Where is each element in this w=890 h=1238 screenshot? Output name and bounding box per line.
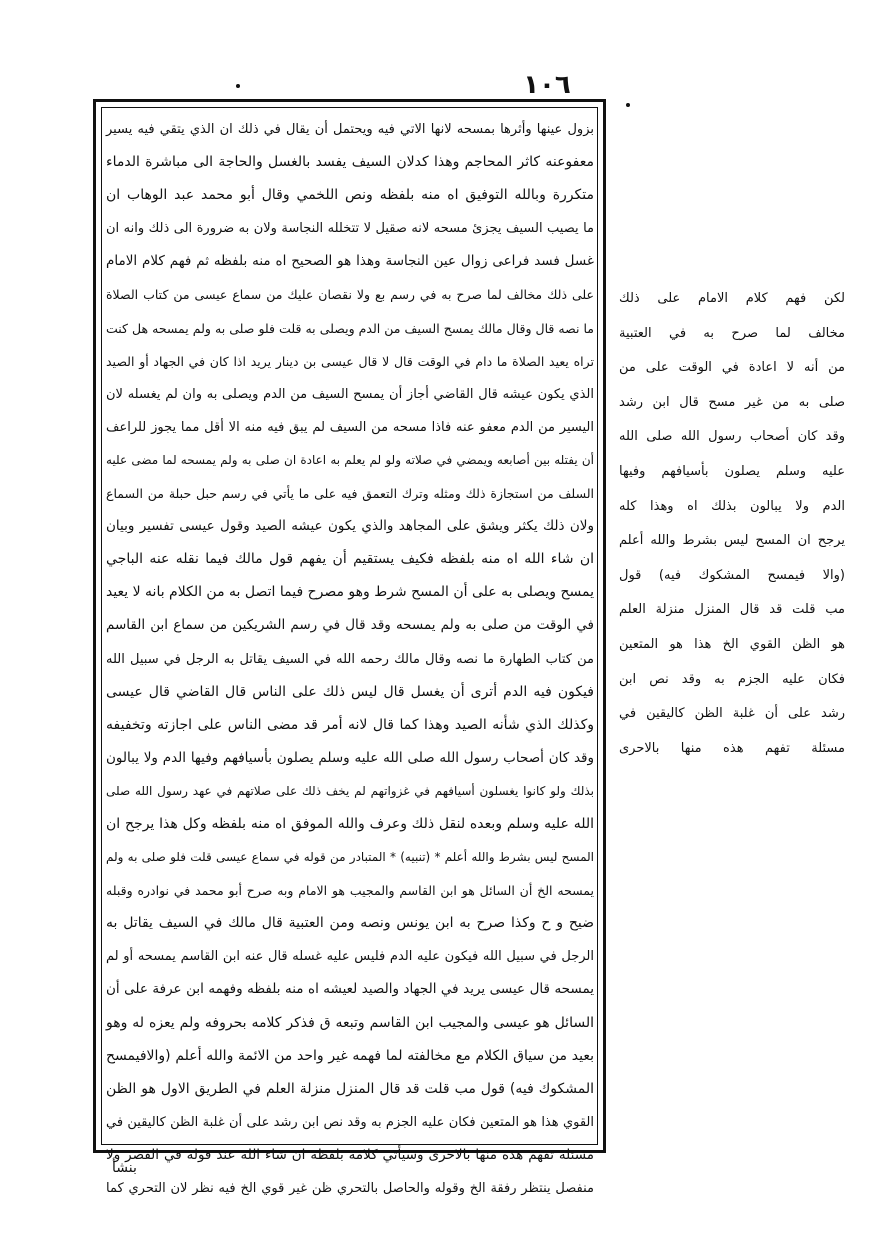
main-text-line: اليسير من الدم معفو عنه فاذا مسحه من السيف لم يبق فيه منه الا أقل مما يجوز للراعف [106,419,594,435]
main-text-line: فيكون فيه الدم أترى أن يغسل قال ليس ذلك على الناس قال القاضي قال عيسى [106,683,594,700]
main-text-line: مسئلة تفهم هذه منها بالاحرى وسيأتي كلامه بلفظه ان شاء الله عند قوله في القصر ولا [106,1146,594,1163]
margin-note-line: (والا فيمسح المشكوك فيه) قول [619,567,845,583]
main-text-line: المشكوك فيه) قول مب قلت قد قال المنزل منزلة العلم في الطريق الاول هو الظن [106,1080,594,1097]
margin-note-line: مخالف لما صرح به في العتبية [619,325,845,341]
margin-note [619,282,845,756]
main-text-line: بعيد من سياق الكلام مع مخالفته لما فهمه غير واحد من الائمة والله أعلم (والافيمسح [106,1047,594,1064]
main-text-line: يمسح ويصلى به على أن المسح شرط وهو مصرح فيما اتصل به من الكلام بانه لا يعيد [105,584,594,601]
main-text-line: من كتاب الطهارة ما نصه وقال مالك رحمه الله في السيف يقاتل به الرجل في سبيل الله [106,651,594,667]
main-text-line: تراه يعيد الصلاة ما دام في الوقت قال لا قال عيسى بن دينار يريد اذا كان في الجهاد أو الصيد [106,353,594,369]
main-text-line: غسل فسد فراعى زوال عين النجاسة وهذا هو الصحيح اه منه بلفظه ثم فهم كلام الامام [106,253,594,270]
ornament-dot [626,103,630,107]
main-text-line: متكررة وبالله التوفيق اه منه بلفظه ونص اللخمي وقال أبو محمد عبد الوهاب ان [106,187,594,204]
ornament-dot [236,84,240,88]
main-text-line: وقد كان أصحاب رسول الله صلى الله عليه وسلم يصلون بأسيافهم وفيها الدم ولا يبالون [106,749,594,766]
main-text-line: ضيح و ح وكذا صرح به ابن يونس ونصه ومن العتبية قال مالك في السيف يقاتل به [106,915,594,932]
page-number: ١٠٦ [523,70,571,100]
main-text-line: في الوقت من صلى به ولم يمسحه وقد قال في رسم الشريكين من سماع ابن القاسم [106,617,594,634]
margin-note-line: عليه وسلم يصلون بأسيافهم وفيها [619,463,845,479]
margin-note-line: مب قلت قد قال المنزل منزلة العلم [619,602,845,618]
margin-note-line: فكان عليه الجزم به وقد نص ابن [619,671,845,687]
catchword: بنشأ [112,1160,137,1176]
main-text-line: أن يفتله بين أصابعه ويمضي في صلاته ولو لم يعلم به اعادة ان صلى به ولم يمسحه لما مضى عليه [106,452,594,467]
margin-note-line: رشد على أن غلبة الظن كاليقين في [619,706,845,722]
main-text-line: وكذلك الذي شأنه الصيد وهذا كما قال لانه أمر قد مضى الناس على اجازته وتخفيفه [106,716,594,733]
margin-note-line: لكن فهم كلام الامام على ذلك [619,291,845,306]
margin-note-line: وقد كان أصحاب رسول الله صلى الله [619,429,845,445]
main-text-line: الله عليه وسلم وبعده لنقل ذلك وعرف والله الموفق اه منه بلفظه وكل هذا يرجح ان [106,815,594,832]
main-text-line: على ذلك مخالف لما صرح به في رسم بع ولا نقصان عليك من سماع عيسى من كتاب الصلاة [106,287,594,303]
main-text-line: ما نصه قال وقال مالك يمسح السيف من الدم ويصلى به قلت فلو صلى به ولم يمسحه هل كنت [106,320,594,336]
margin-note-line: من أنه لا اعادة في الوقت على من [619,360,845,376]
main-text-line: يمسحه قال عيسى يريد في الجهاد والصيد لعيشه اه منه بلفظه وفهمه ابن عرفة على أن [106,981,594,998]
main-text-line: بذلك ولو كانوا يغسلون أسيافهم في غزواتهم لم يخف ذلك على صلاتهم في عهد رسول الله صلى [106,783,594,798]
margin-note-line: هو الظن القوي الخ هذا هو المتعين [619,636,845,652]
main-text-line: ان شاء الله اه منه بلفظه فكيف يستقيم أن يفهم قول مالك فيما نقله عنه الباجي [106,551,594,568]
margin-note-line: صلى به من غير مسح قال ابن رشد [619,394,845,410]
main-text-line: منفصل ينتظر رفقة الخ وقوله والحاصل بالتحري ظن غير قوي الخ فيه نظر لان التحري كما [106,1181,594,1196]
margin-note-line: مسئلة تفهم هذه منها بالاحرى [619,740,845,756]
main-text-line: الذي يكون عيشه قال القاضي أجاز أن يمسح السيف من الدم ويصلى به وان لم يغسله لان [106,386,594,402]
margin-note-line: يرجح ان المسح ليس بشرط والله أعلم [619,533,845,549]
main-text-line: ما يصيب السيف يجزئ مسحه لانه صقيل لا تتخلله النجاسة ولان به ضرورة الى ذلك وانه ان [106,221,594,237]
main-text-line: السلف من استجازة ذلك ومثله وترك التعمق فيه على ما يأتي في رسم حبل حبلة من السماع [106,486,594,502]
main-text-line: السائل هو عيسى والمجيب ابن القاسم وتبعه ق فذكر كلامه بحروفه ولم يعزه له وهو [106,1014,594,1031]
main-text-line: يمسحه الخ أن السائل هو ابن القاسم والمجيب هو الامام وبه صرح أبو محمد في نوادره وقبله [106,883,594,899]
margin-note-line: الدم ولا يبالون بذلك اه وهذا كله [619,498,845,514]
main-text-line: معفوعنه كاثر المحاجم وهذا كدلان السيف يفسد بالغسل والحاجة الى مباشرة الدماء [106,154,594,171]
main-text-line: ولان ذلك يكثر ويشق على المجاهد والذي يكون عيشه الصيد وقول عيسى تفسير وبيان [106,518,594,535]
main-text-line: الرجل في سبيل الله فيكون عليه الدم فليس عليه غسله قال عنه ابن القاسم يمسحه أو لم [106,949,594,965]
main-text-line: بزول عينها وأثرها بمسحه لانها الاتي فيه ويحتمل أن يقال في ذلك ان الذي يتقي فيه يسير [106,122,594,137]
main-text-line: القوي هذا هو المتعين فكان عليه الجزم به وقد نص ابن رشد على أن غلبة الظن كاليقين في [106,1114,594,1130]
main-text-line: المسح ليس بشرط والله أعلم * (تنبيه) * المتبادر من قوله في سماع عيسى قلت فلو صلى به ولم [106,850,594,865]
